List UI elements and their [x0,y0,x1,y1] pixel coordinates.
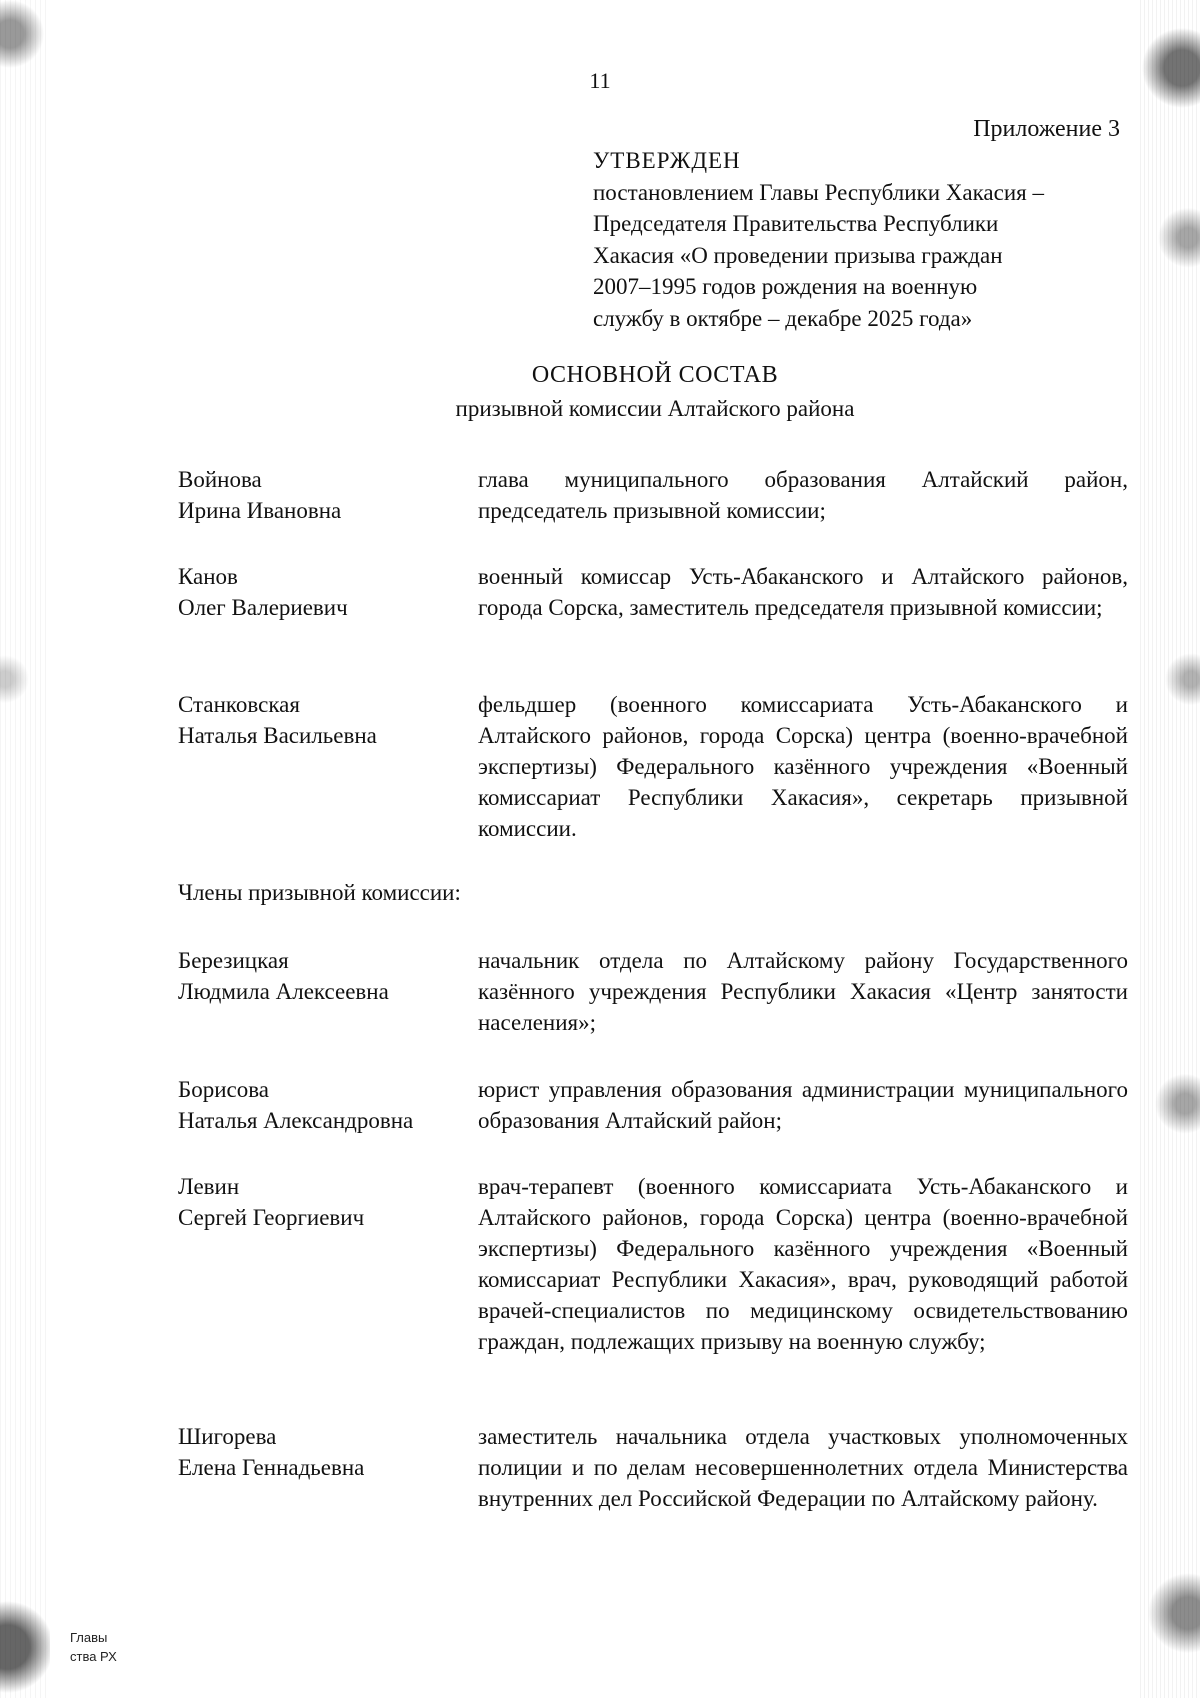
member-role: юрист управления образования администрации муниципального образования Алтайский район; [478,1077,1128,1133]
member-role: врач-терапевт (военного комиссариата Усть-Абаканского и Алтайского районов, города Сорска) центра (военно-врачебной экспертизы) Федерального казённого учреждения «Военный комиссариат Республики Хакасия», врач, руководящий работой врачей-специалистов по медицинскому освидетельствованию граждан, подлежащих призыву на военную службу; [478,1174,1128,1354]
member-name: Березицкая Людмила Алексеевна [178,948,389,1004]
approval-block [593,145,1113,334]
member-role: военный комиссар Усть-Абаканского и Алтайского районов, города Сорска, заместитель председателя призывной комиссии; [478,564,1128,620]
document-title: ОСНОВНОЙ СОСТАВ [531,362,779,388]
member-name: Левин Сергей Георгиевич [178,1174,365,1230]
approval-decree: постановлением Главы Республики Хакасия – Председателя Правительства Республики Хакасия «О проведении призыва граждан 2007–1995 годов рождения на военную службу в октябре – декабре 2025 года» [593,179,1044,331]
scan-edge-right [1140,0,1200,1698]
member-role: заместитель начальника отдела участковых уполномоченных полиции и по делам несовершеннолетних отдела Министерства внутренних дел Российской Федерации по Алтайскому району. [478,1424,1128,1511]
appendix-label: Приложение 3 [973,116,1120,142]
member-role: глава муниципального образования Алтайский район, председатель призывной комиссии; [478,467,1128,523]
members-heading: Члены призывной комиссии: [178,880,461,905]
scan-edge-left [0,0,50,1698]
member-role: фельдшер (военного комиссариата Усть-Абаканского и Алтайского районов, города Сорска) центра (военно-врачебной экспертизы) Федерального казённого учреждения «Военный комиссариат Республики Хакасия», секретарь призывной комиссии. [478,692,1128,841]
member-name: Канов Олег Валериевич [178,564,348,620]
approval-heading: УТВЕРЖДЕН [593,148,741,173]
member-name: Станковская Наталья Васильевна [178,692,377,748]
member-name: Шигорева Елена Геннадьевна [178,1424,365,1480]
member-name: Борисова Наталья Александровна [178,1077,414,1133]
page-number: 11 [589,68,611,93]
stamp-text: Главы ства РХ [70,1630,117,1664]
member-role: начальник отдела по Алтайскому району Государственного казённого учреждения Республики Хакасия «Центр занятости населения»; [478,948,1128,1035]
member-name: Войнова Ирина Ивановна [178,467,342,523]
document-subtitle: призывной комиссии Алтайского района [455,396,855,421]
